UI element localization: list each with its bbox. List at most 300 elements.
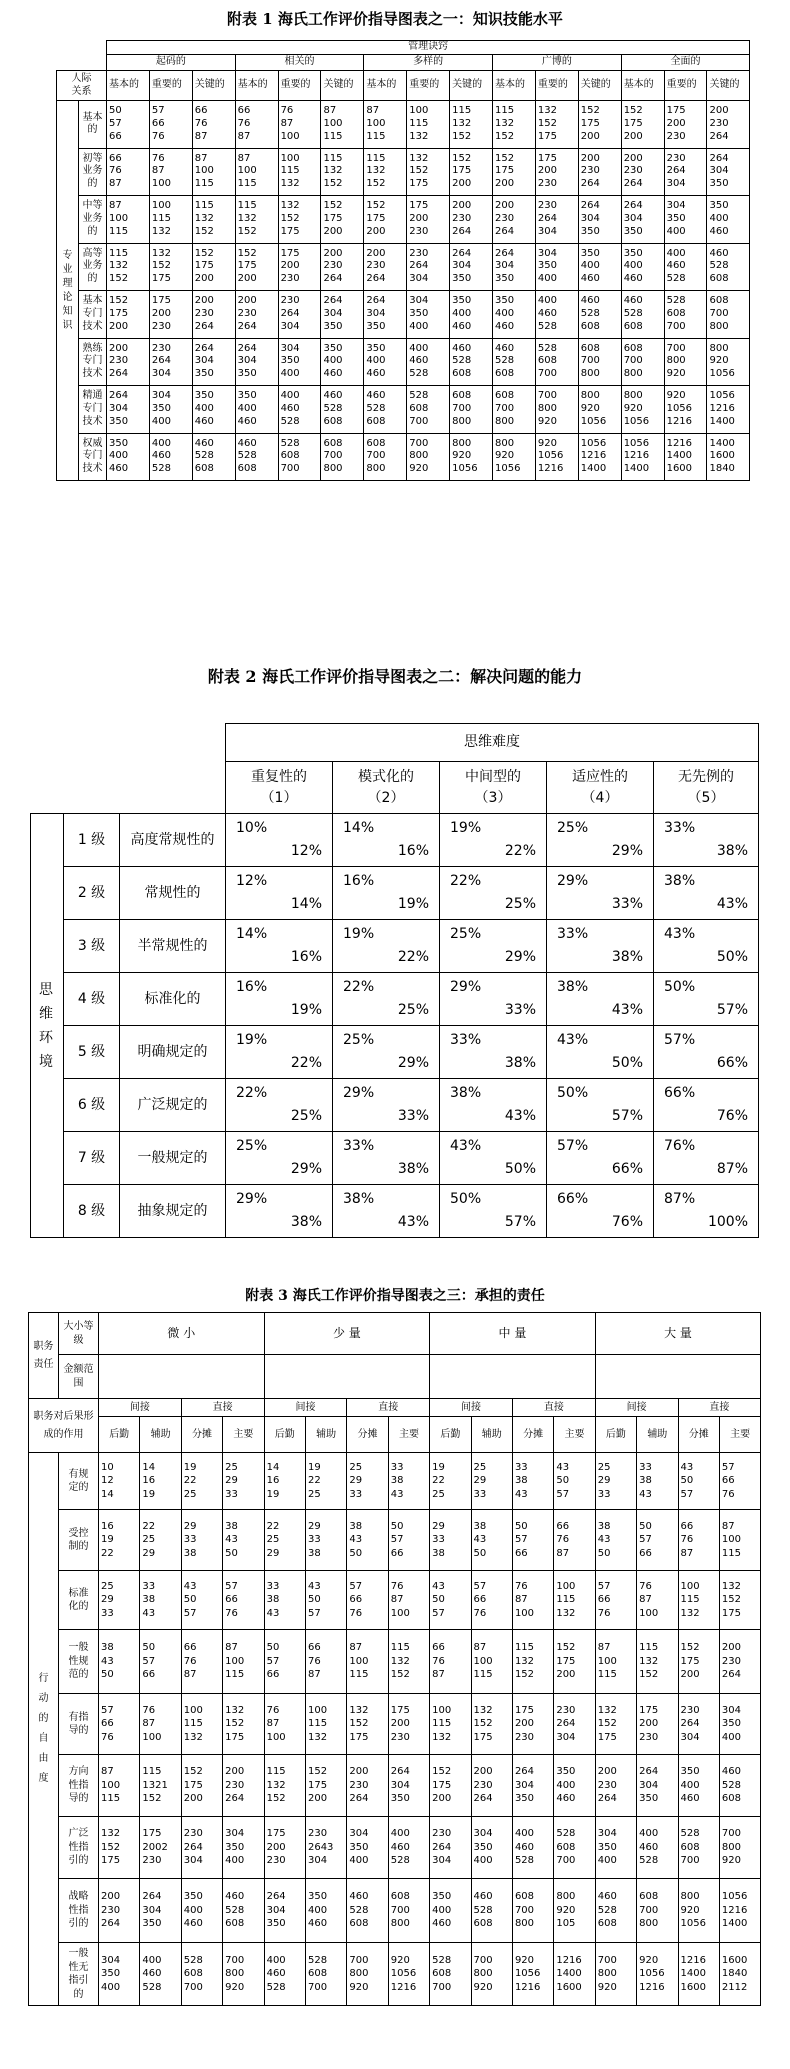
t3-row: [29, 1510, 761, 1571]
t3-value: 25: [597, 1461, 611, 1473]
t3-value: 920: [680, 1904, 700, 1916]
t3-value: 87: [183, 1669, 197, 1681]
t3-value: 350: [183, 1891, 203, 1903]
t1-corner: 人际关系: [57, 71, 107, 101]
t3-value: 115: [597, 1669, 617, 1681]
t3-subcol-row: [29, 1417, 761, 1453]
t1-value: 152: [109, 295, 129, 307]
t1-value: 200: [280, 260, 300, 272]
t1-value: 76: [194, 117, 208, 129]
t3-value: 66: [266, 1669, 280, 1681]
t3-value: 200: [101, 1891, 121, 1903]
t1-value: 350: [537, 260, 557, 272]
t1-value-cell: [149, 338, 192, 386]
t2-pct-box: [551, 973, 649, 1025]
t3-value: 115: [349, 1669, 369, 1681]
t1-value: 115: [452, 105, 472, 117]
t3-value-cell: [388, 1879, 429, 1943]
t3-value-cell: [99, 1571, 140, 1630]
table3-title: 附表 3 海氏工作评价指导图表之三：承担的责任: [245, 1288, 545, 1304]
t3-value: 66: [473, 1594, 487, 1606]
t3-value: 57: [266, 1655, 280, 1667]
t3-value: 25: [307, 1488, 321, 1500]
t3-value-cell: [223, 1571, 264, 1630]
t1-value-cell: [707, 386, 750, 434]
t3-value: 200: [390, 1718, 410, 1730]
t1-value: 350: [323, 320, 343, 332]
t1-value-cell: [707, 101, 750, 149]
t3-value: 350: [390, 1793, 410, 1805]
t1-value-cell: [450, 148, 493, 196]
t2-pct-box: [551, 1185, 649, 1237]
t2-pct-high: 87%: [716, 1161, 749, 1177]
t3-effect-label: 职务对后果形成的作用: [29, 1399, 99, 1453]
t1-value: 528: [623, 307, 643, 319]
t1-value: 1400: [709, 415, 735, 427]
t1-value: 528: [666, 295, 686, 307]
t3-value: 200: [639, 1718, 659, 1730]
t2-col-header: [226, 762, 333, 814]
t3-value-cell: [430, 1453, 471, 1510]
t1-value-cell: [192, 291, 235, 339]
t2-pct-cell: [333, 1185, 440, 1238]
t1-value: 350: [580, 225, 600, 237]
t1-value-cell: [407, 243, 450, 291]
t1-value: 350: [237, 390, 257, 402]
t3-value: 528: [307, 1954, 328, 1966]
t1-value: 400: [537, 273, 557, 285]
t1-value: 152: [237, 247, 257, 259]
t1-value: 400: [280, 368, 300, 380]
t3-value-cell: [471, 1571, 512, 1630]
t3-value: 33: [473, 1488, 487, 1500]
t3-value: 43: [514, 1488, 528, 1500]
t2-pct-low: 38%: [557, 979, 589, 995]
t2-pct-box: [551, 1132, 649, 1184]
t1-value: 264: [280, 307, 300, 319]
t3-value: 608: [307, 1968, 328, 1980]
t1-value: 264: [323, 295, 343, 307]
t3-value: 43: [390, 1488, 404, 1500]
t2-pct-high: 19%: [290, 1002, 323, 1018]
t3-value: 100: [432, 1704, 452, 1716]
t1-value: 608: [623, 320, 643, 332]
t3-value: 115: [473, 1669, 493, 1681]
t3-value: 132: [639, 1655, 659, 1667]
t3-value: 87: [349, 1642, 363, 1654]
t3-value: 76: [349, 1607, 363, 1619]
t3-value: 152: [639, 1669, 659, 1681]
t3-value: 152: [514, 1669, 535, 1681]
t1-value: 230: [580, 165, 600, 177]
t3-value: 460: [514, 1841, 535, 1853]
t3-value-cell: [471, 1630, 512, 1694]
t3-value: 25: [266, 1534, 280, 1546]
t1-side-label: 专 业 理 论 知 识: [57, 101, 79, 481]
t3-value: 200: [597, 1766, 617, 1778]
t1-value: 460: [537, 307, 557, 319]
t3-row: [29, 1943, 761, 2006]
t3-value-cell: [347, 1879, 388, 1943]
t1-value: 1840: [709, 463, 735, 475]
t3-value-cell: [678, 1943, 719, 2006]
t1-value: 152: [452, 130, 472, 142]
t3-value: 920: [473, 1981, 493, 1993]
t3-value-cell: [347, 1694, 388, 1755]
t1-value-cell: [107, 101, 150, 149]
t3-value-cell: [140, 1453, 181, 1510]
t1-value-cell: [493, 433, 536, 481]
t1-value: 460: [151, 450, 171, 462]
t1-value-cell: [707, 196, 750, 244]
t1-value-cell: [107, 196, 150, 244]
t2-pct-box: [230, 973, 328, 1025]
t3-value-cell: [554, 1694, 595, 1755]
t1-value-cell: [321, 338, 364, 386]
t3-value-cell: [719, 1694, 760, 1755]
t1-value: 230: [537, 200, 557, 212]
t1-value: 200: [409, 212, 429, 224]
t1-value: 608: [495, 368, 515, 380]
t1-subcol-header: 关键的: [192, 71, 235, 101]
t3-value: 87: [225, 1642, 238, 1654]
t3-value: 304: [473, 1828, 493, 1840]
t2-pct-high: 76%: [611, 1214, 644, 1230]
t3-value-cell: [223, 1755, 264, 1817]
t1-value: 1600: [709, 450, 735, 462]
t1-value: 400: [151, 415, 171, 427]
t3-value: 175: [266, 1828, 286, 1840]
t3-value-cell: [140, 1943, 181, 2006]
t3-amount-cell: [264, 1355, 430, 1399]
t2-row: [31, 973, 759, 1026]
t2-pct-low: 66%: [664, 1085, 696, 1101]
t3-side-label: 行 动 的 自 由 度: [29, 1453, 59, 2006]
t2-pct-box: [230, 1185, 328, 1237]
t1-value: 264: [323, 273, 343, 285]
t3-value: 152: [307, 1766, 328, 1778]
t3-value-cell: [637, 1630, 678, 1694]
t2-pct-cell: [654, 1079, 759, 1132]
t1-value-cell: [107, 433, 150, 481]
t1-value: 264: [666, 165, 686, 177]
t2-col-name: 中间型的: [465, 768, 522, 785]
t3-value: 608: [721, 1793, 741, 1805]
t3-value: 200: [266, 1841, 286, 1853]
t1-subcol-header: 重要的: [664, 71, 707, 101]
t3-value: 87: [639, 1594, 652, 1606]
t3-value-cell: [305, 1817, 346, 1879]
t3-value: 50: [597, 1547, 611, 1559]
t2-pct-cell: [440, 920, 547, 973]
t3-value: 528: [432, 1954, 452, 1966]
t1-value: 264: [109, 390, 129, 402]
t2-pct-high: 38%: [611, 949, 644, 965]
t1-value-cell: [621, 291, 664, 339]
t1-value-cell: [235, 291, 278, 339]
t2-pct-low: 29%: [557, 873, 589, 889]
t3-value-cell: [99, 1694, 140, 1755]
t2-pct-low: 43%: [557, 1032, 589, 1048]
t1-value: 460: [366, 390, 386, 402]
t1-value: 1056: [580, 437, 607, 449]
t2-pct-box: [337, 1079, 435, 1131]
t1-value-cell: [450, 291, 493, 339]
t2-pct-box: [230, 1132, 328, 1184]
t1-value: 350: [151, 402, 171, 414]
t2-pct-high: 66%: [716, 1055, 749, 1071]
t3-value: 608: [225, 1918, 245, 1930]
t1-value: 200: [366, 225, 386, 237]
t1-subcol-header: 基本的: [364, 71, 407, 101]
t3-value: 38: [307, 1547, 321, 1559]
t1-value: 460: [409, 355, 429, 367]
t2-col-num: （4）: [581, 789, 619, 806]
t3-value: 25: [473, 1461, 487, 1473]
t1-value-cell: [707, 338, 750, 386]
t1-value: 200: [109, 320, 129, 332]
t1-value: 800: [666, 355, 686, 367]
t1-value: 200: [452, 200, 472, 212]
t2-pct-cell: [654, 867, 759, 920]
t3-value-cell: [554, 1943, 595, 2006]
t3-value: 76: [101, 1731, 114, 1743]
t1-value-cell: [450, 386, 493, 434]
t1-subcol-header: 基本的: [493, 71, 536, 101]
t1-value: 115: [109, 225, 129, 237]
t1-value: 76: [280, 105, 294, 117]
t3-value: 152: [266, 1793, 286, 1805]
t3-value: 29: [473, 1475, 487, 1487]
t3-subcol-header: 主要: [223, 1417, 264, 1453]
t1-value: 1056: [709, 368, 735, 380]
t2-pct-cell: [226, 1026, 333, 1079]
t1-value: 230: [409, 247, 429, 259]
t1-value: 460: [237, 415, 257, 427]
t3-value-cell: [305, 1943, 346, 2006]
t3-value: 152: [225, 1718, 245, 1730]
t3-value: 29: [266, 1547, 280, 1559]
t2-pct-low: 33%: [557, 926, 589, 942]
t1-value-cell: [321, 386, 364, 434]
t3-value: 33: [266, 1580, 280, 1592]
t3-value: 175: [556, 1655, 576, 1667]
t1-subcol-header: 基本的: [621, 71, 664, 101]
t1-header-row-3: [57, 71, 750, 101]
t3-kind-header: 直接: [347, 1399, 430, 1417]
t3-value: 29: [225, 1475, 238, 1487]
t1-value-cell: [235, 338, 278, 386]
t1-value-cell: [535, 196, 578, 244]
t3-value-cell: [305, 1694, 346, 1755]
t2-pct-box: [658, 867, 754, 919]
t3-row-label: 方向性指导的: [59, 1755, 99, 1817]
t3-value: 115: [432, 1718, 452, 1730]
t1-value: 264: [237, 320, 257, 332]
t1-value: 460: [194, 437, 214, 449]
t3-value: 304: [514, 1779, 535, 1791]
t1-value: 400: [366, 355, 386, 367]
t3-size-label: 大小等级: [59, 1313, 99, 1355]
t1-value-cell: [407, 196, 450, 244]
t3-value-cell: [512, 1694, 553, 1755]
t3-value: 1216: [680, 1954, 706, 1966]
t1-value: 608: [495, 390, 515, 402]
t1-value-cell: [149, 148, 192, 196]
t1-value: 350: [623, 225, 643, 237]
t1-value: 304: [366, 307, 386, 319]
t3-value-cell: [719, 1630, 760, 1694]
t1-value: 800: [537, 402, 557, 414]
t3-value-cell: [347, 1630, 388, 1694]
t3-value-cell: [430, 1817, 471, 1879]
t1-value: 264: [623, 178, 643, 190]
t3-value: 14: [101, 1488, 114, 1500]
t3-subcol-header: 后勤: [430, 1417, 471, 1453]
t1-header-row-2: [57, 55, 750, 71]
t1-value-cell: [707, 243, 750, 291]
t2-col-name: 无先例的: [678, 768, 735, 785]
t2-pct-high: 33%: [611, 896, 644, 912]
t3-subcol-header: 后勤: [99, 1417, 140, 1453]
t3-value: 1056: [721, 1891, 748, 1903]
t3-value: 66: [225, 1594, 238, 1606]
t1-value-cell: [235, 243, 278, 291]
t1-value: 230: [237, 307, 257, 319]
t2-pct-box: [658, 1026, 754, 1078]
t3-value: 76: [142, 1704, 156, 1716]
t2-col-header: [440, 762, 547, 814]
t3-value-cell: [140, 1755, 181, 1817]
t3-value-cell: [99, 1510, 140, 1571]
t3-value: 264: [142, 1891, 162, 1903]
t3-value: 920: [349, 1981, 369, 1993]
t1-value: 608: [237, 463, 257, 475]
t3-subcol-header: 主要: [719, 1417, 760, 1453]
t2-pct-high: 29%: [290, 1161, 323, 1177]
t1-value-cell: [578, 338, 621, 386]
t1-value: 132: [495, 117, 515, 129]
t1-value: 1216: [580, 450, 607, 462]
t3-value: 1400: [556, 1968, 582, 1980]
t3-value-cell: [471, 1694, 512, 1755]
t2-col-num: （3）: [474, 789, 512, 806]
t1-value: 400: [280, 390, 300, 402]
t2-pct-cell: [440, 1132, 547, 1185]
t3-value: 66: [680, 1520, 694, 1532]
t1-value: 1056: [495, 463, 521, 475]
t3-value-cell: [678, 1630, 719, 1694]
t1-value: 528: [495, 355, 515, 367]
t3-row-label: 战略性指引的: [59, 1879, 99, 1943]
t3-value-cell: [305, 1755, 346, 1817]
t3-value: 152: [473, 1718, 493, 1730]
t3-value: 304: [183, 1855, 203, 1867]
t1-subcol-header: 重要的: [535, 71, 578, 101]
t3-value-cell: [595, 1694, 636, 1755]
t3-value-cell: [347, 1571, 388, 1630]
t2-pct-high: 66%: [611, 1161, 644, 1177]
t3-value: 350: [514, 1793, 535, 1805]
t1-value: 264: [495, 225, 515, 237]
t3-value: 100: [349, 1655, 369, 1667]
t1-value: 175: [237, 260, 257, 272]
t3-value: 57: [390, 1534, 404, 1546]
t1-value: 152: [323, 200, 343, 212]
t1-value: 230: [151, 342, 171, 354]
t2-pct-high: 38%: [290, 1214, 323, 1230]
t1-value-cell: [407, 433, 450, 481]
t2-pct-high: 43%: [504, 1108, 537, 1124]
t2-desc: 抽象规定的: [120, 1185, 226, 1238]
t3-value: 350: [142, 1918, 162, 1930]
t1-value: 132: [323, 165, 343, 177]
t1-value: 87: [237, 152, 251, 164]
t3-value-cell: [99, 1453, 140, 1510]
t1-value: 57: [109, 117, 122, 129]
t1-value-cell: [664, 291, 707, 339]
t3-value: 115: [225, 1669, 245, 1681]
t1-value-cell: [621, 101, 664, 149]
t1-value: 350: [366, 342, 386, 354]
t3-value: 608: [639, 1891, 659, 1903]
t2-level: 3 级: [64, 920, 120, 973]
t3-value: 38: [225, 1520, 238, 1532]
t1-row: [57, 196, 750, 244]
t2-pct-box: [337, 1132, 435, 1184]
t3-value: 66: [514, 1547, 528, 1559]
t1-value: 920: [537, 415, 557, 427]
t1-value: 100: [194, 165, 214, 177]
t3-value-cell: [305, 1510, 346, 1571]
t3-value: 400: [390, 1828, 410, 1840]
t3-value-cell: [637, 1879, 678, 1943]
t1-value: 175: [623, 117, 643, 129]
t1-value: 230: [280, 273, 300, 285]
t2-pct-box: [337, 867, 435, 919]
t3-value-cell: [471, 1879, 512, 1943]
t3-value: 22: [183, 1475, 197, 1487]
t1-value: 528: [323, 402, 343, 414]
t1-value: 132: [280, 200, 300, 212]
t3-value: 304: [556, 1731, 576, 1743]
t3-value: 175: [101, 1855, 121, 1867]
t1-value: 350: [495, 273, 515, 285]
t3-value: 608: [473, 1918, 493, 1930]
t3-value-cell: [264, 1817, 305, 1879]
t1-value: 200: [194, 295, 214, 307]
t3-value-cell: [719, 1510, 760, 1571]
t1-value: 700: [580, 355, 600, 367]
t3-value-cell: [512, 1630, 553, 1694]
t3-value: 264: [183, 1841, 203, 1853]
t3-value: 304: [349, 1828, 369, 1840]
t1-value: 460: [237, 437, 257, 449]
t3-value: 200: [183, 1793, 203, 1805]
t1-value-cell: [321, 291, 364, 339]
t3-value: 528: [721, 1779, 741, 1791]
t1-value-cell: [407, 338, 450, 386]
t1-value-cell: [321, 433, 364, 481]
t2-pct-low: 43%: [450, 1138, 482, 1154]
t1-value: 1216: [666, 437, 693, 449]
t1-value: 800: [366, 463, 386, 475]
t3-value: 100: [721, 1534, 741, 1546]
t3-value: 920: [514, 1954, 535, 1966]
t3-value: 100: [639, 1607, 659, 1619]
t3-value: 43: [597, 1534, 611, 1546]
t1-row-label: 精通专门技术: [79, 386, 107, 434]
